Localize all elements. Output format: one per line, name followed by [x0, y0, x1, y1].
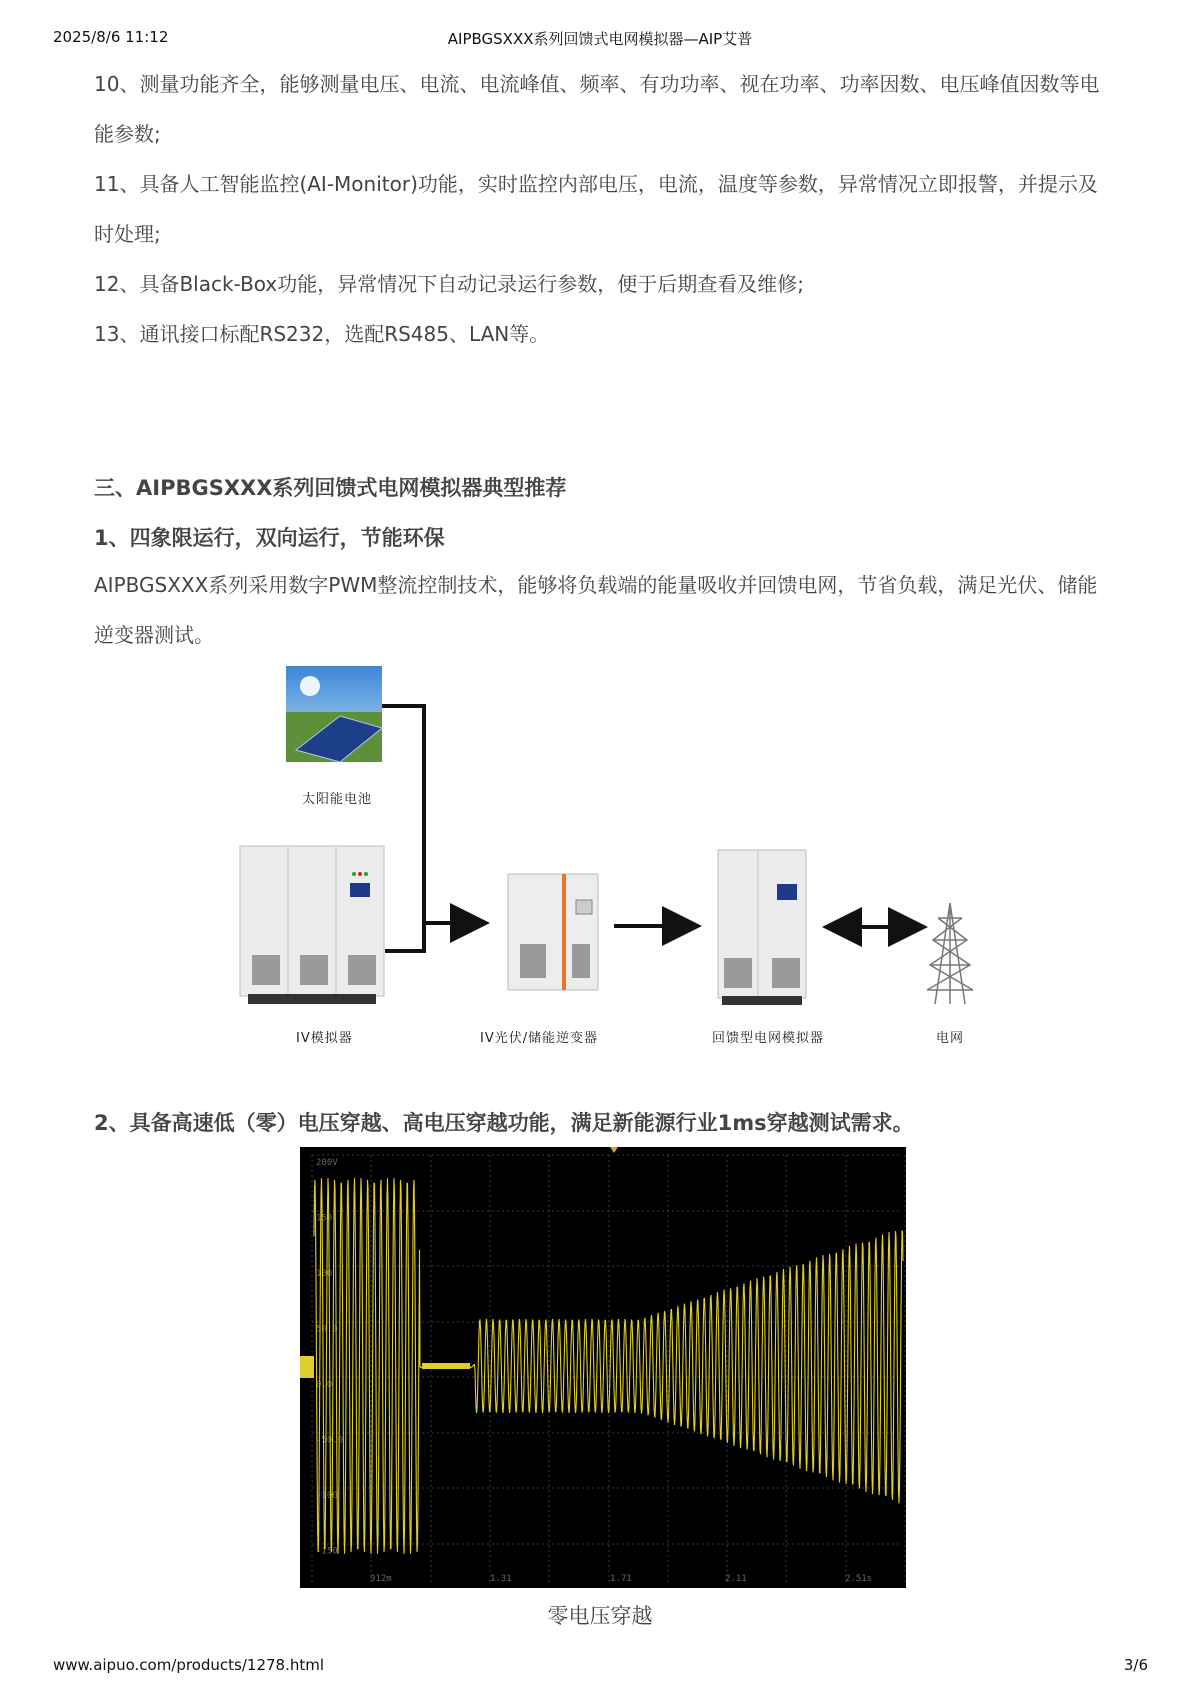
- list-item-12: 12、具备Black-Box功能，异常情况下自动记录运行参数，便于后期查看及维修;: [94, 272, 804, 296]
- scope-x-label: 912m: [370, 1574, 392, 1584]
- scope-y-label: -50.0: [316, 1435, 344, 1446]
- grid-simulator-label: 回馈型电网模拟器: [712, 1031, 825, 1046]
- subheading-four-quadrant: 1、四象限运行，双向运行，节能环保: [94, 526, 445, 550]
- scope-x-label: 1.71: [610, 1574, 632, 1584]
- header-title: AIPBGSXXX系列回馈式电网模拟器—AIP艾普: [447, 30, 753, 48]
- list-item-13: 13、通讯接口标配RS232，选配RS485、LAN等。: [94, 322, 550, 346]
- power-tower-image: [927, 903, 973, 1004]
- system-diagram: [0, 660, 1200, 1060]
- footer-url: www.aipuo.com/products/1278.html: [53, 1656, 325, 1674]
- list-item-11: 11、具备人工智能监控(AI-Monitor)功能，实时监控内部电压，电流，温度等参数，异常情况立即报警，并提示及时处理;: [94, 172, 1098, 246]
- connector-line: [382, 706, 424, 951]
- scope-y-label: -100: [316, 1491, 338, 1501]
- ground-marker: [300, 1356, 314, 1378]
- subheading-voltage-ride-through: 2、具备高速低（零）电压穿越、高电压穿越功能，满足新能源行业1ms穿越测试需求。: [94, 1111, 914, 1135]
- scope-x-label: 2.11: [725, 1574, 747, 1584]
- footer-page-number: 3/6: [1123, 1656, 1148, 1674]
- scope-x-label: 1.31: [490, 1574, 512, 1584]
- scope-y-label: 150: [316, 1213, 333, 1224]
- scope-y-label: 50.0: [316, 1324, 338, 1335]
- oscilloscope-screenshot: [300, 1147, 906, 1588]
- header-datetime: 2025/8/6 11:12: [53, 28, 169, 46]
- inverter-label: IV光伏/储能逆变器: [480, 1031, 599, 1046]
- solar-panel-image: [286, 666, 382, 762]
- list-item-10: 10、测量功能齐全，能够测量电压、电流、电流峰值、频率、有功功率、视在功率、功率因数、电压峰值因数等电能参数;: [94, 72, 1100, 146]
- scope-y-label: -150: [316, 1546, 338, 1557]
- scope-zero-voltage-segment: [422, 1363, 470, 1369]
- grid-label: 电网: [936, 1031, 965, 1046]
- scope-caption: 零电压穿越: [547, 1604, 653, 1628]
- inverter-cabinet: [508, 874, 598, 990]
- scope-y-label: 0.0: [316, 1380, 333, 1390]
- section-heading: 三、AIPBGSXXX系列回馈式电网模拟器典型推荐: [94, 476, 567, 500]
- grid-simulator-cabinet: [718, 850, 806, 1005]
- scope-y-label: 100: [316, 1269, 333, 1279]
- intro-paragraph: AIPBGSXXX系列采用数字PWM整流控制技术，能够将负载端的能量吸收并回馈电网，节省负载，满足光伏、储能逆变器测试。: [94, 573, 1098, 647]
- scope-x-label: 2.51s: [845, 1574, 873, 1584]
- scope-y-label: 200V: [316, 1158, 338, 1168]
- solar-label: 太阳能电池: [302, 792, 373, 807]
- iv-simulator-label: IV模拟器: [296, 1031, 353, 1046]
- iv-simulator-cabinet: [240, 846, 384, 1004]
